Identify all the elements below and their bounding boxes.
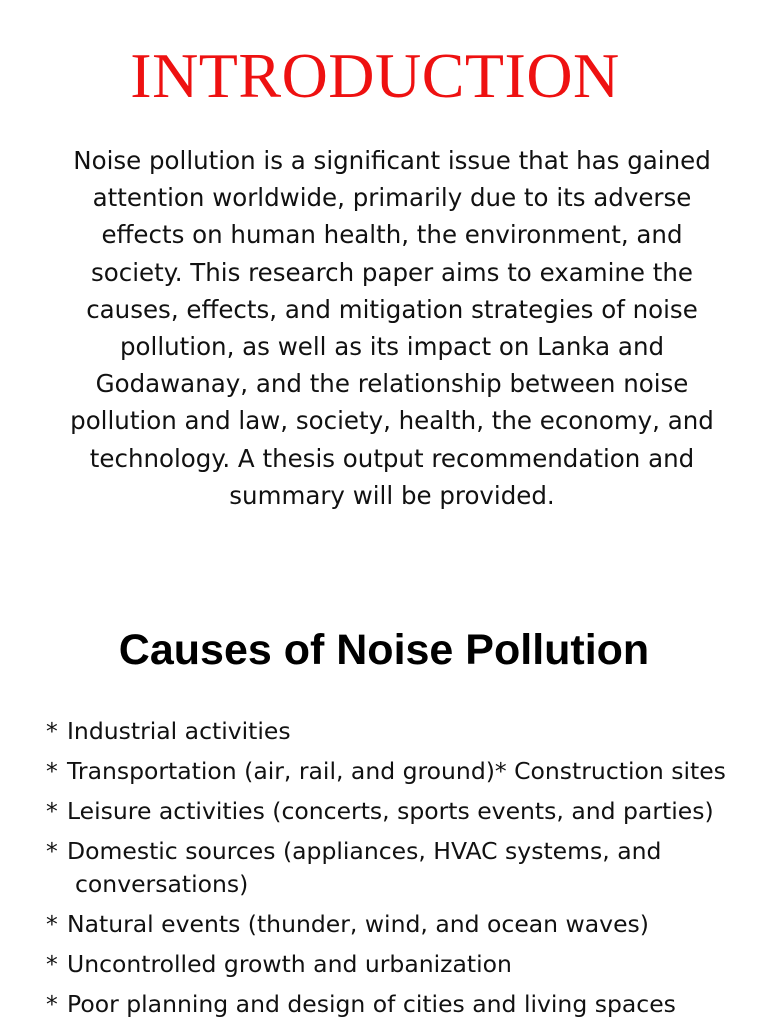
cause-text: Natural events (thunder, wind, and ocean waves) — [67, 910, 649, 938]
cause-list-item — [46, 948, 761, 981]
bullet-marker: * — [46, 717, 58, 745]
cause-text: Leisure activities (concerts, sports events, and parties) — [67, 797, 714, 825]
cause-list-item — [46, 755, 761, 788]
cause-text-continuation: conversations) — [75, 870, 249, 898]
bullet-marker: * — [46, 837, 58, 865]
causes-heading: Causes of Noise Pollution — [118, 626, 650, 674]
bullet-marker: * — [46, 797, 58, 825]
cause-list-item — [46, 908, 761, 941]
cause-text: Domestic sources (appliances, HVAC systems, and — [67, 837, 662, 865]
cause-text: Industrial activities — [67, 717, 291, 745]
introduction-title: INTRODUCTION — [130, 40, 620, 111]
bullet-marker: * — [46, 950, 58, 978]
cause-list-item — [46, 715, 761, 748]
cause-list-item — [46, 795, 761, 828]
cause-list-item — [46, 835, 761, 901]
causes-list — [46, 715, 761, 1024]
bullet-marker: * — [46, 910, 58, 938]
cause-text: Transportation (air, rail, and ground)* Construction sites — [67, 757, 726, 785]
bullet-marker: * — [46, 757, 58, 785]
cause-text: Poor planning and design of cities and living spaces — [67, 990, 676, 1018]
introduction-paragraph: Noise pollution is a significant issue that has gained attention worldwide, primarily due to its adverse effects on human health, the environment, and society. This research paper aims to examine the causes, effects, and mitigation strategies of noise pollution, as well as its impact on Lanka and Godawanay, and the relationship between noise pollution and law, society, health, the economy, and technology. A thesis output recommendation and summary will be provided. — [70, 146, 714, 510]
cause-list-item — [46, 988, 761, 1021]
bullet-marker: * — [46, 990, 58, 1018]
cause-text: Uncontrolled growth and urbanization — [67, 950, 512, 978]
